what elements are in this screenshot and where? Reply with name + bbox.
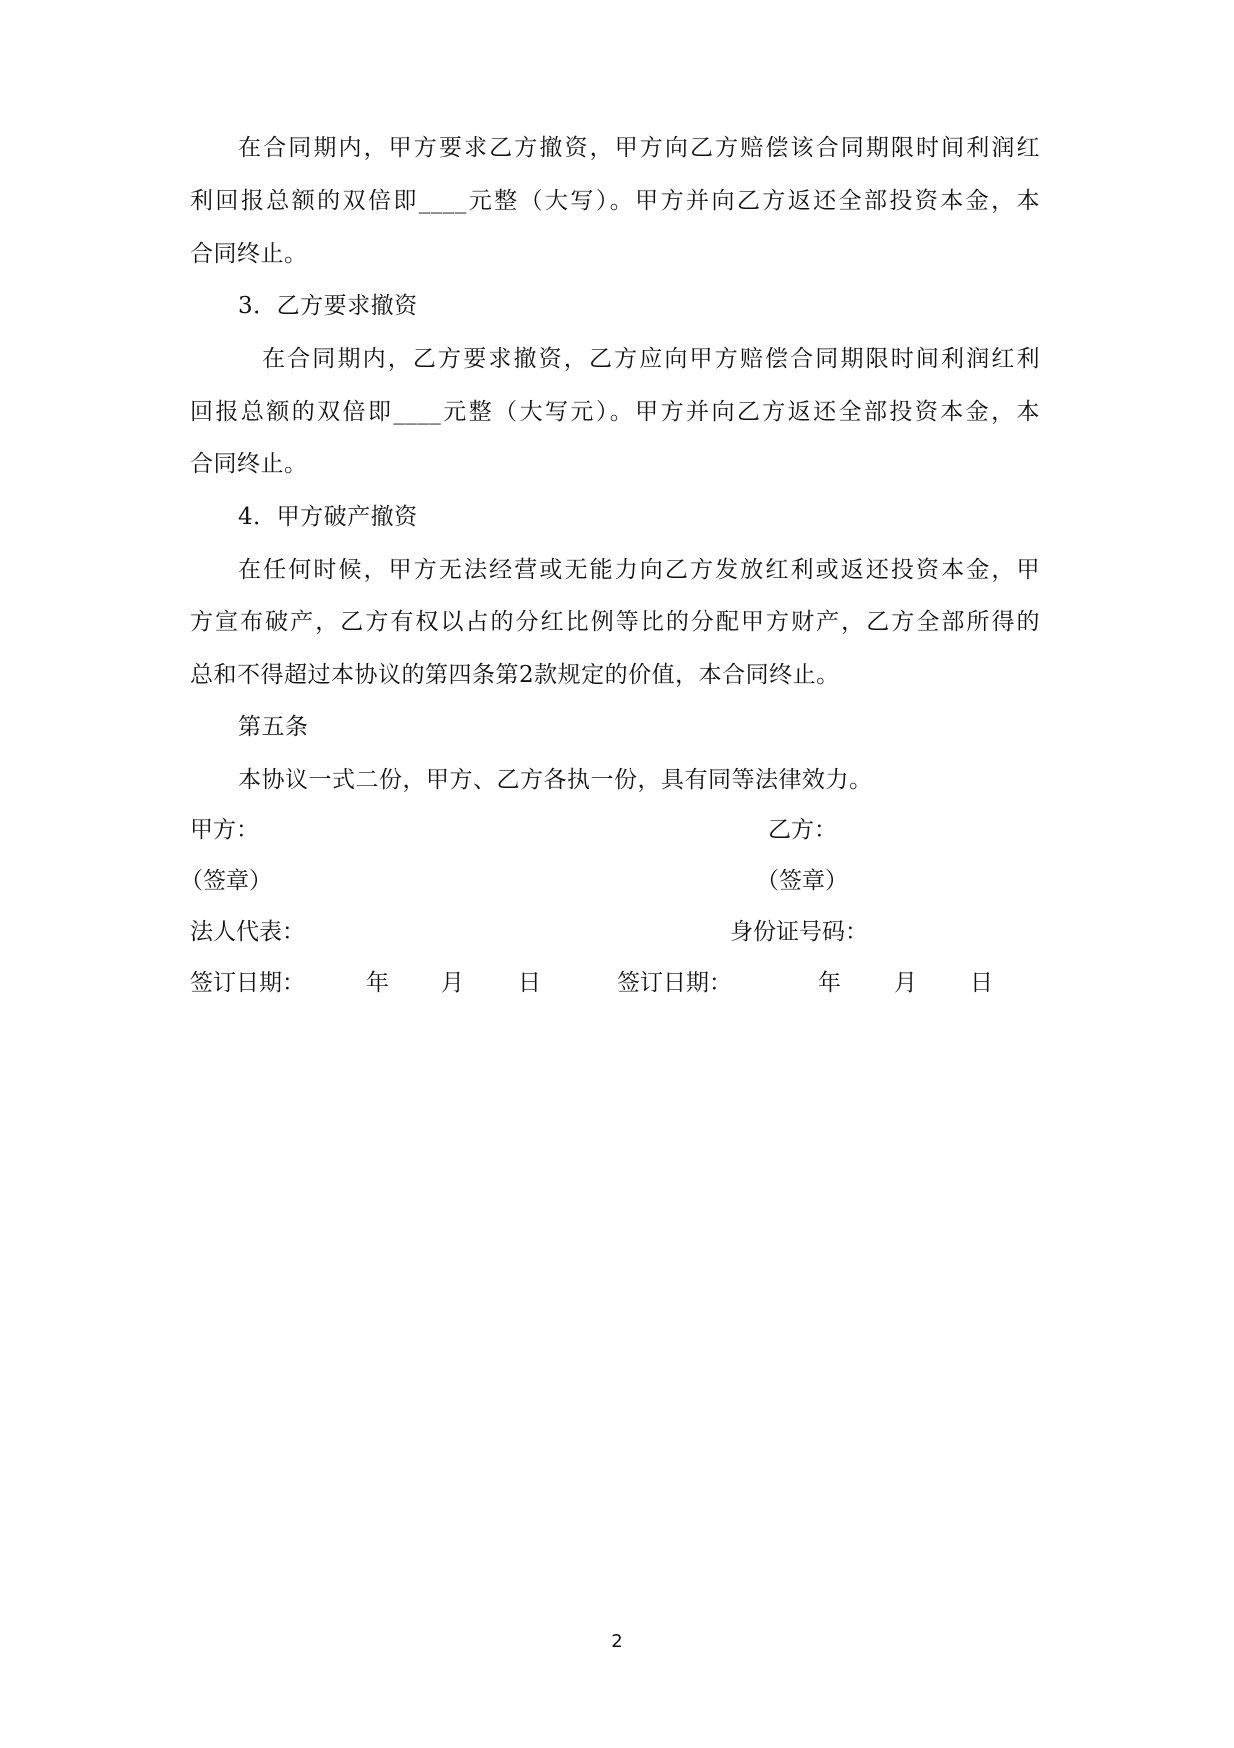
paragraph-4-line-1: 在任何时候，甲方无法经营或无能力向乙方发放红利或返还投资本金，甲 [238, 557, 1040, 583]
month-label-a: 月 [441, 970, 464, 996]
year-label-b: 年 [818, 970, 841, 996]
signing-date-label-a: 签订日期： [190, 970, 305, 996]
month-label-b: 月 [894, 970, 917, 996]
party-b-seal: （签章） [756, 868, 848, 894]
day-label-a: 日 [518, 970, 541, 996]
paragraph-1-line-2: 利回报总额的双倍即____元整（大写）。甲方并向乙方返还全部投资本金，本 [190, 188, 1040, 214]
day-label-b: 日 [970, 970, 993, 996]
party-a-seal: （签章） [180, 868, 272, 894]
section-heading-3: 3．乙方要求撤资 [238, 293, 418, 319]
paragraph-1-line-3: 合同终止。 [190, 241, 308, 267]
paragraph-4-line-3: 总和不得超过本协议的第四条第2款规定的价值，本合同终止。 [190, 662, 840, 688]
party-a-label: 甲方： [190, 817, 259, 843]
paragraph-3-line-3: 合同终止。 [190, 451, 308, 477]
id-number-label: 身份证号码： [730, 919, 868, 945]
legal-representative-label: 法人代表： [190, 919, 305, 945]
article-5-heading: 第五条 [238, 714, 309, 740]
page-number: 2 [611, 1631, 623, 1652]
paragraph-4-line-2: 方宣布破产，乙方有权以占的分红比例等比的分配甲方财产，乙方全部所得的 [190, 609, 1040, 635]
party-b-label: 乙方： [768, 817, 837, 843]
article-5-text: 本协议一式二份，甲方、乙方各执一份，具有同等法律效力。 [238, 767, 873, 793]
year-label-a: 年 [366, 970, 389, 996]
section-heading-4: 4．甲方破产撤资 [238, 504, 418, 530]
paragraph-3-line-1: 在合同期内，乙方要求撤资，乙方应向甲方赔偿合同期限时间利润红利 [262, 346, 1040, 372]
paragraph-1-line-1: 在合同期内，甲方要求乙方撤资，甲方向乙方赔偿该合同期限时间利润红 [238, 135, 1040, 161]
signing-date-label-b: 签订日期： [617, 970, 732, 996]
paragraph-3-line-2: 回报总额的双倍即____元整（大写元）。甲方并向乙方返还全部投资本金，本 [190, 399, 1040, 425]
